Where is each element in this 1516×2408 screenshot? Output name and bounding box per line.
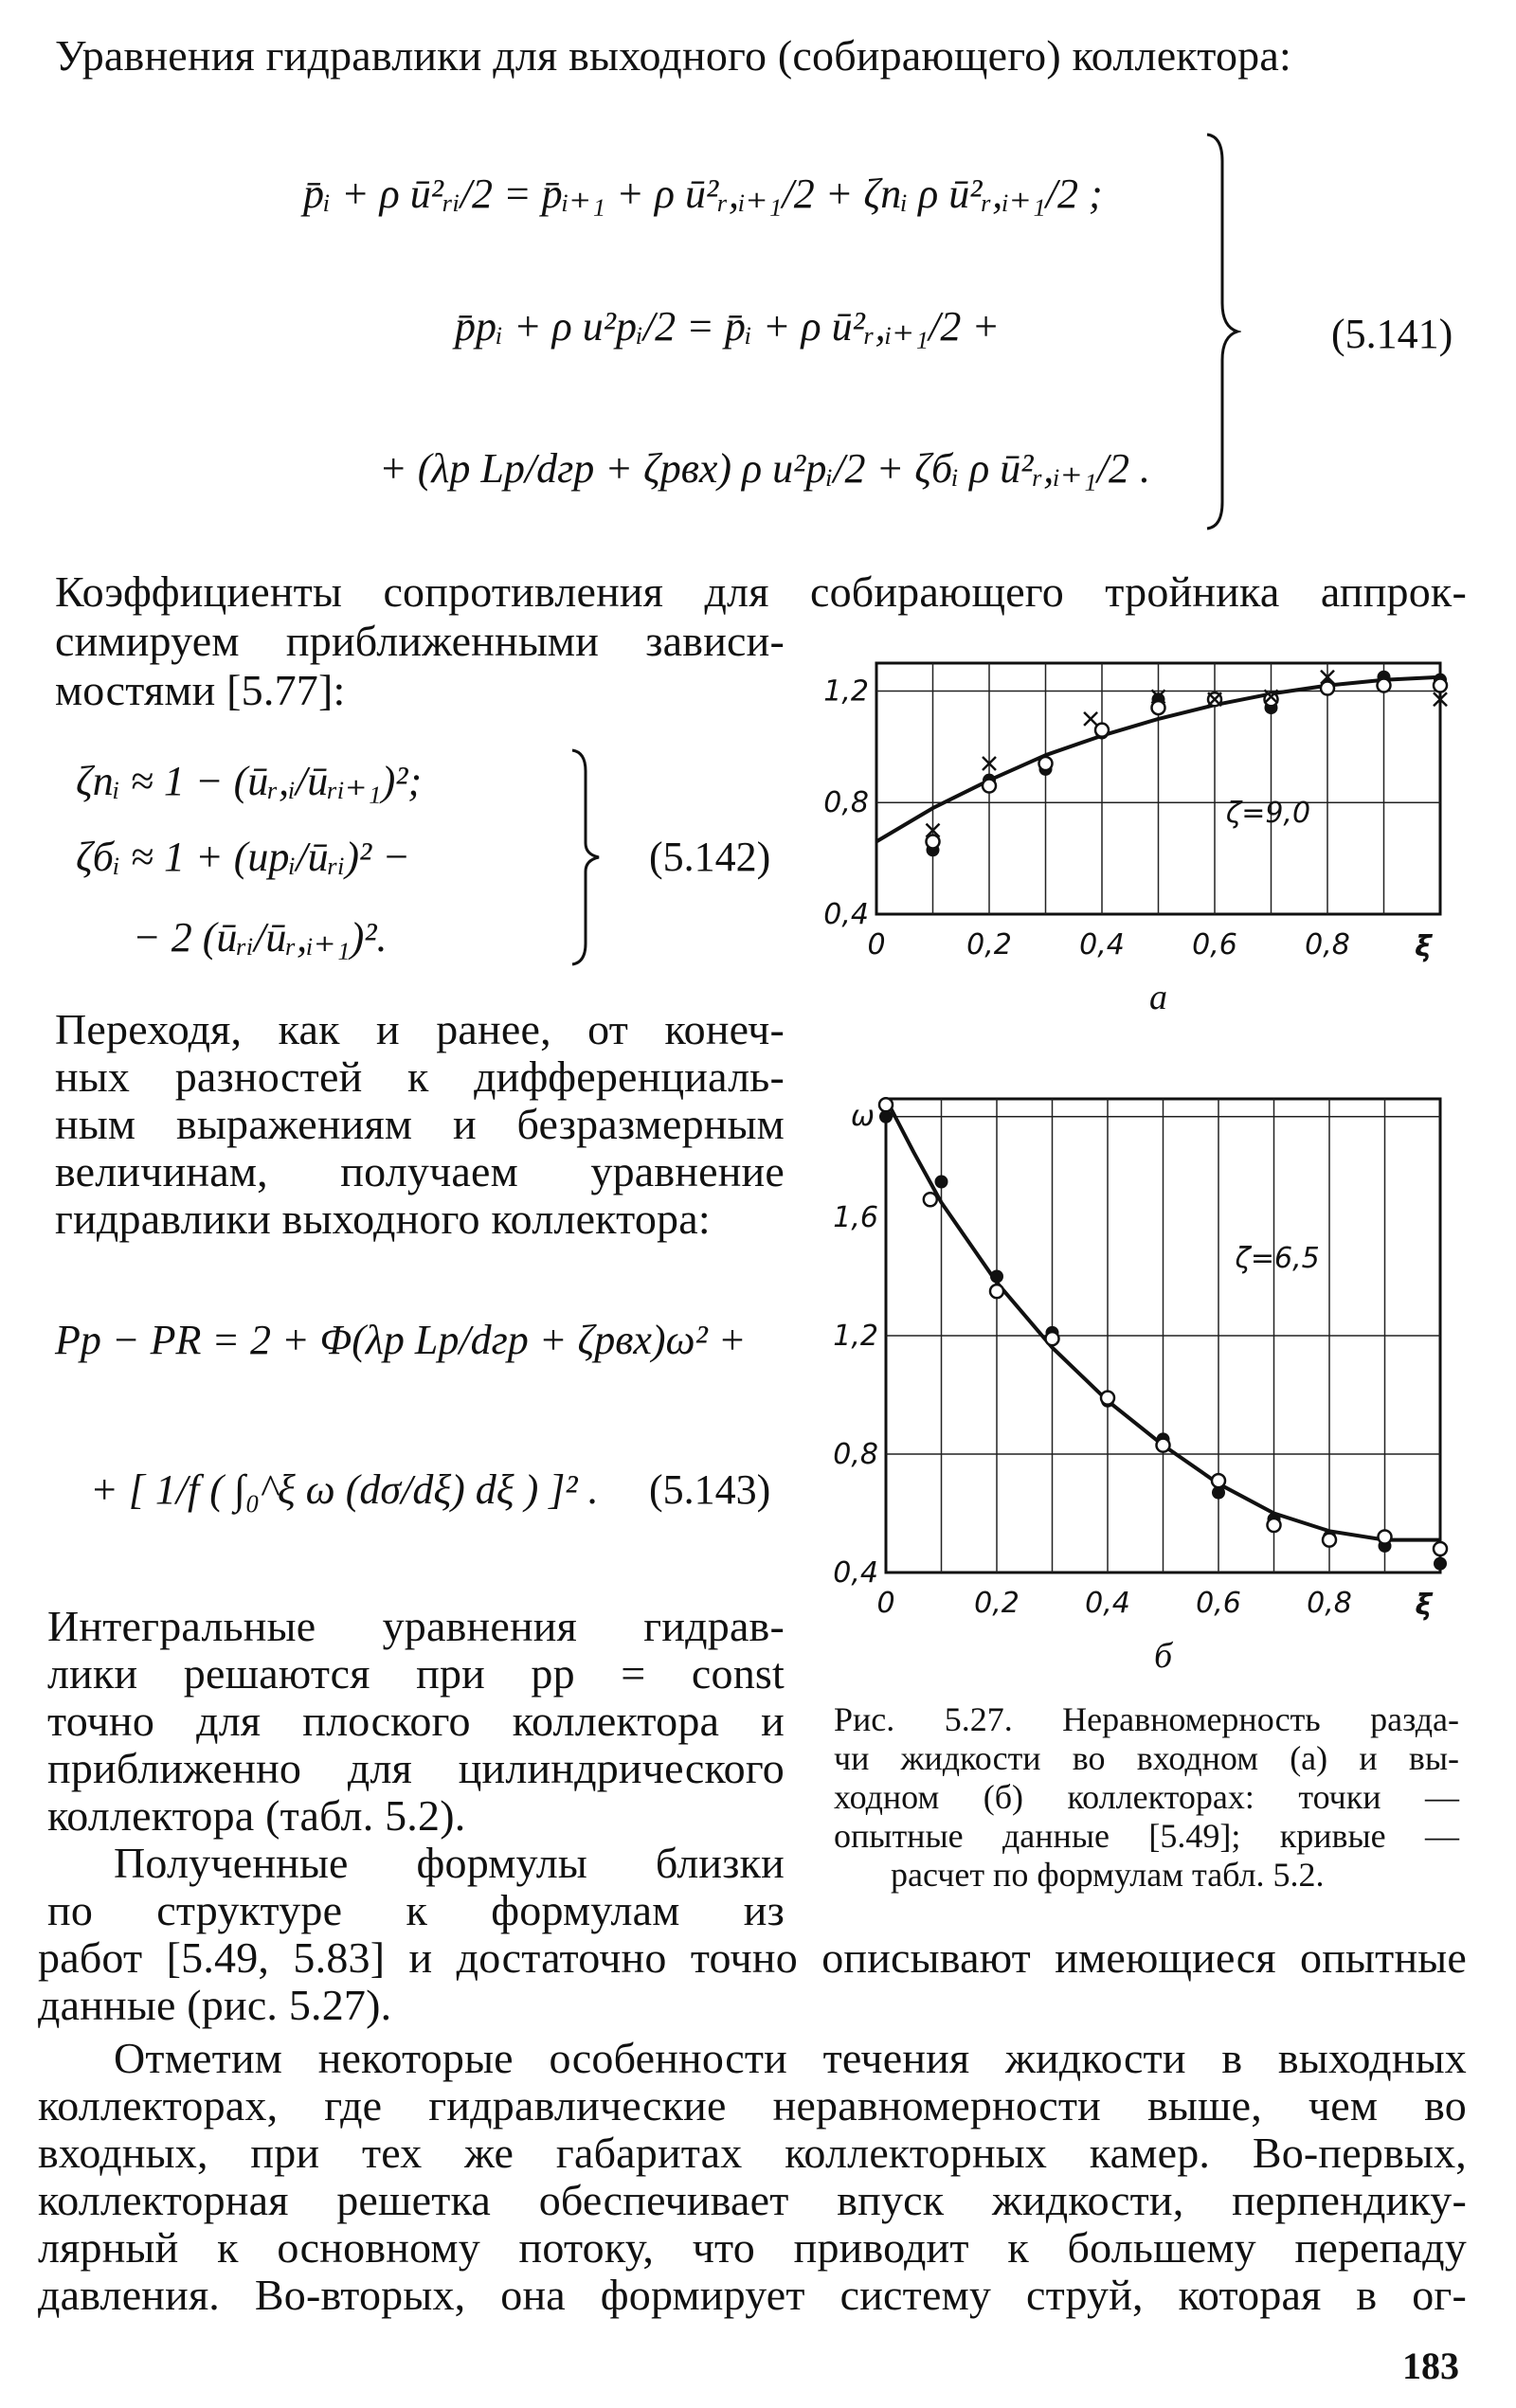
data-point-open <box>1379 1531 1392 1544</box>
data-point-open <box>1046 1332 1059 1345</box>
para-transition-line1: Переходя, как и ранее, от конеч- <box>55 1005 785 1053</box>
para-formulas-line2: по структуре к формулам из <box>47 1886 785 1934</box>
data-point-open <box>927 835 940 848</box>
page-number: 183 <box>1402 2345 1459 2387</box>
eq-5-143-line1: Pp − PR = 2 + Φ(λp Lp/dгр + ζрвх)ω² + <box>55 1317 747 1363</box>
eq-5-141-line1: p̄ᵢ + ρ ū²ᵣᵢ/2 = p̄ᵢ₊₁ + ρ ū²ᵣ,ᵢ₊₁/2 + ζпᵢ ρ ū²ᵣ,ᵢ₊₁/2 ; <box>303 171 1103 217</box>
data-point-open <box>1101 1392 1114 1405</box>
x-tick-label: 0,2 <box>974 1587 1020 1620</box>
eq-5-142-number: (5.142) <box>649 834 771 880</box>
para-features-line4: коллекторная решетка обеспечивает впуск жидкости, перпендику- <box>38 2176 1467 2224</box>
data-point-cross <box>1084 712 1097 726</box>
x-tick-label: 0 <box>876 1587 895 1620</box>
eq-5-141-line3: + (λp Lp/dгр + ζрвх) ρ u²pᵢ/2 + ζбᵢ ρ ū²ᵣ,ᵢ₊₁/2 . <box>379 445 1150 492</box>
y-tick-label: 0,4 <box>833 1556 878 1590</box>
data-point-open <box>1378 679 1391 692</box>
parameter-annotation: ζ=6,5 <box>1235 1242 1320 1276</box>
para-integral-line1: Интегральные уравнения гидрав- <box>47 1602 785 1650</box>
y-tick-label: 0,8 <box>823 786 869 820</box>
eq-5-141-line2: p̄pᵢ + ρ u²pᵢ/2 = p̄ᵢ + ρ ū²ᵣ,ᵢ₊₁/2 + <box>455 303 1001 350</box>
para-features-line6: давления. Во-вторых, она формирует систему струй, которая в ог- <box>38 2271 1467 2319</box>
y-tick-label: 0,4 <box>823 898 869 931</box>
para-transition-line3: ным выражениям и безразмерным <box>55 1100 785 1148</box>
x-tick-label: 0,8 <box>1305 928 1350 961</box>
para-integral-line5: коллектора (табл. 5.2). <box>47 1791 466 1840</box>
panel-label: б <box>1153 1636 1173 1676</box>
eq-5-142-line3: − 2 (ūᵣᵢ/ūᵣ,ᵢ₊₁)². <box>133 914 388 961</box>
y-tick-label: 1,6 <box>833 1201 878 1234</box>
caption-line5: расчет по формулам табл. 5.2. <box>891 1856 1325 1894</box>
y-tick-label: 1,2 <box>833 1320 878 1353</box>
para-coeff-line1: Коэффициенты сопротивления для собирающего тройника аппрок- <box>55 567 1467 616</box>
data-point-open <box>983 780 996 793</box>
eq-5-142-line1: ζпᵢ ≈ 1 − (ūᵣ,ᵢ/ūᵣᵢ₊₁)²; <box>76 758 423 804</box>
data-point-filled <box>935 1176 948 1189</box>
para-features-line5: лярный к основному потоку, что приводит к большему перепаду <box>38 2223 1467 2272</box>
data-point-filled <box>990 1270 1003 1284</box>
x-tick-label: 0,4 <box>1079 928 1125 961</box>
figure-caption <box>834 1700 1459 1895</box>
y-tick-label: 1,2 <box>823 674 869 709</box>
data-point-open <box>924 1193 937 1206</box>
x-tick-label: 0,4 <box>1085 1587 1130 1620</box>
panel-label: а <box>1149 978 1167 1017</box>
eq-5-141-brace <box>1203 133 1241 530</box>
y-tick-label: 0,8 <box>833 1438 878 1471</box>
x-tick-label: 0,2 <box>966 928 1012 961</box>
para-coeff-line3: мостями [5.77]: <box>55 666 346 714</box>
data-point-open <box>1323 1534 1336 1547</box>
data-point-open <box>1265 692 1278 706</box>
eq-5-143-number: (5.143) <box>649 1466 771 1513</box>
eq-5-143-line2: + [ 1/f ( ∫₀^ξ ω (dσ/dξ) dξ ) ]² . <box>90 1466 599 1513</box>
data-point-filled <box>1434 1557 1447 1571</box>
x-tick-label: 0,8 <box>1307 1587 1352 1620</box>
data-point-open <box>990 1285 1003 1298</box>
caption-line2: чи жидкости во входном (а) и вы- <box>834 1739 1459 1777</box>
para-formulas-line3: работ [5.49, 5.83] и достаточно точно описывают имеющиеся опытные <box>38 1933 1467 1982</box>
caption-line1: Рис. 5.27. Неравномерность разда- <box>834 1700 1459 1738</box>
data-point-open <box>1434 1542 1447 1555</box>
data-point-open <box>1152 701 1165 714</box>
eq-5-142-brace <box>568 748 603 966</box>
caption-line3: ходном (б) коллекторах: точки — <box>834 1778 1459 1816</box>
data-point-open <box>1212 1474 1225 1487</box>
y-axis-label: ω <box>850 1100 875 1133</box>
parameter-annotation: ζ=9,0 <box>1225 796 1311 830</box>
data-point-open <box>879 1098 893 1111</box>
x-axis-label: ξ <box>1415 1589 1433 1622</box>
x-tick-label: 0,6 <box>1196 1587 1241 1620</box>
para-features-line3: входных, при тех же габаритах коллекторных камер. Во-первых, <box>38 2129 1467 2177</box>
data-point-open <box>1268 1518 1281 1532</box>
heading-line: Уравнения гидравлики для выходного (собирающего) коллектора: <box>55 31 1291 80</box>
eq-5-142-line2: ζбᵢ ≈ 1 + (upᵢ/ūᵣᵢ)² − <box>76 834 410 880</box>
x-tick-label: 0 <box>867 928 886 961</box>
para-transition-line2: ных разностей к дифференциаль- <box>55 1052 785 1101</box>
para-integral-line2: лики решаются при pp = const <box>47 1649 785 1698</box>
para-features-line2: коллекторах, где гидравлические неравномерности выше, чем во <box>38 2081 1467 2129</box>
figure-chart-b <box>805 1080 1469 1686</box>
data-point-open <box>1157 1439 1170 1452</box>
x-tick-label: 0,6 <box>1192 928 1237 961</box>
data-point-open <box>1039 757 1053 770</box>
para-formulas-line4: данные (рис. 5.27). <box>38 1981 392 2029</box>
data-point-open <box>1434 679 1447 692</box>
para-integral-line3: точно для плоского коллектора и <box>47 1697 785 1745</box>
para-features-line1: Отметим некоторые особенности течения жидкости в выходных <box>114 2034 1467 2082</box>
para-integral-line4: приближенно для цилиндрического <box>47 1744 785 1792</box>
eq-5-141-number: (5.141) <box>1331 311 1453 357</box>
figure-chart-a <box>805 644 1469 1042</box>
para-formulas-line1: Полученные формулы близки <box>114 1839 785 1887</box>
para-transition-line4: величинам, получаем уравнение <box>55 1147 785 1195</box>
data-point-open <box>1321 682 1334 695</box>
para-coeff-line2: симируем приближенными зависи- <box>55 617 785 665</box>
caption-line4: опытные данные [5.49]; кривые — <box>834 1817 1459 1855</box>
para-transition-line5: гидравлики выходного коллектора: <box>55 1195 711 1243</box>
x-axis-label: ξ <box>1415 930 1433 963</box>
